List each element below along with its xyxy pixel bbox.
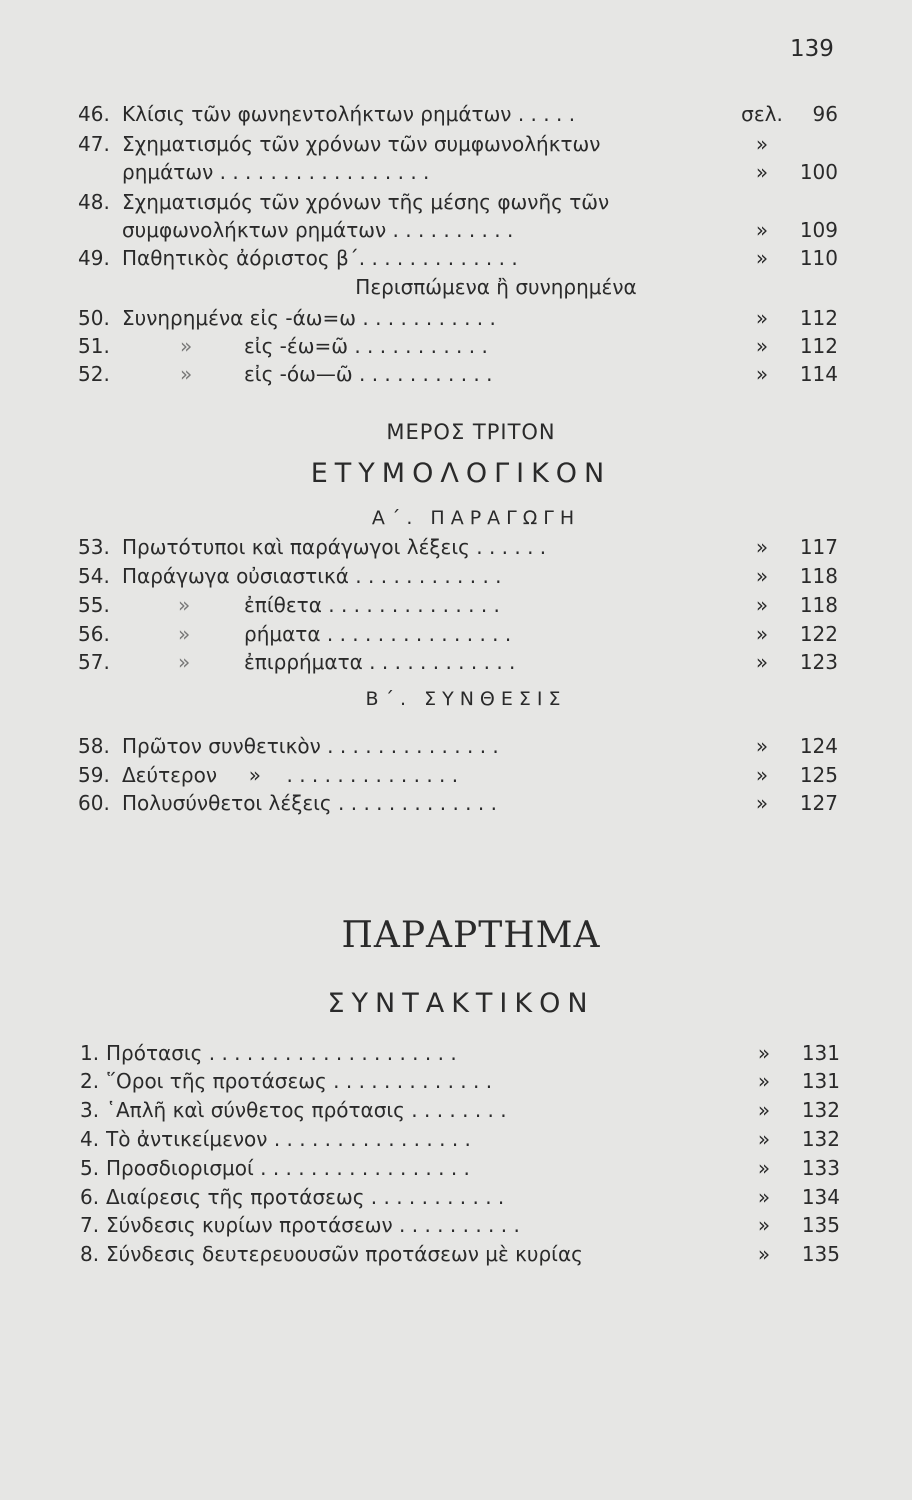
entry-number: 4. bbox=[80, 1127, 100, 1151]
toc-entry bbox=[78, 788, 838, 818]
ditto-mark: » bbox=[755, 763, 769, 787]
part-label: ΜΕΡΟΣ ΤΡΙΤΟΝ bbox=[386, 420, 556, 444]
entry-title: Δεύτερον » . . . . . . . . . . . . . . bbox=[122, 763, 459, 787]
ditto-mark: » bbox=[755, 306, 769, 330]
entry-title: ἐπιρρήματα . . . . . . . . . . . . bbox=[244, 650, 516, 674]
toc-entry bbox=[78, 619, 838, 649]
entry-title: Συνηρημένα εἰς -άω=ω . . . . . . . . . . . bbox=[122, 306, 496, 330]
entry-title: Σύνδεσις δευτερευουσῶν προτάσεων μὲ κυρίας bbox=[106, 1242, 583, 1266]
entry-page: 114 bbox=[799, 362, 838, 386]
entry-page: 125 bbox=[799, 763, 838, 787]
toc-entry bbox=[80, 1182, 840, 1212]
toc-entry bbox=[78, 215, 838, 245]
entry-page: 117 bbox=[799, 535, 838, 559]
entry-title: ῾Απλῆ καὶ σύνθετος πρότασις . . . . . . . . bbox=[106, 1098, 507, 1122]
ditto-mark: » bbox=[757, 1156, 771, 1180]
part-title: ΕΤΥΜΟΛΟΓΙΚΟΝ bbox=[310, 458, 612, 489]
entry-number: 57. bbox=[78, 650, 110, 674]
toc-entry bbox=[78, 303, 838, 333]
toc-entry bbox=[78, 157, 838, 187]
ditto-mark: » bbox=[180, 362, 193, 386]
ditto-mark: » bbox=[757, 1098, 771, 1122]
ditto-mark: » bbox=[755, 564, 769, 588]
entry-number: 48. bbox=[78, 190, 110, 214]
entry-title: Παράγωγα οὐσιαστικά . . . . . . . . . . . . bbox=[122, 564, 502, 588]
ditto-mark: » bbox=[178, 650, 191, 674]
ditto-mark: » bbox=[755, 535, 769, 559]
entry-page-prefix: σελ. bbox=[741, 102, 783, 126]
entry-title: Κλίσις τῶν φωνηεντολήκτων ρημάτων . . . . . bbox=[122, 102, 576, 126]
entry-page: 118 bbox=[799, 564, 838, 588]
toc-entry bbox=[78, 243, 838, 273]
entry-title: εἰς -όω—ῶ . . . . . . . . . . . bbox=[244, 362, 493, 386]
section-heading: Β΄. ΣΥΝΘΕΣΙΣ bbox=[365, 688, 567, 710]
section-heading: Α΄. ΠΑΡΑΓΩΓΗ bbox=[371, 507, 581, 529]
entry-title: Πρῶτον συνθετικὸν . . . . . . . . . . . . . . bbox=[122, 734, 499, 758]
ditto-mark: » bbox=[755, 734, 769, 758]
entry-number: 58. bbox=[78, 734, 110, 758]
ditto-mark: » bbox=[757, 1069, 771, 1093]
toc-entry bbox=[80, 1095, 840, 1125]
toc-entry bbox=[78, 359, 838, 389]
entry-title: Πρότασις . . . . . . . . . . . . . . . . . . . . bbox=[106, 1041, 457, 1065]
entry-title: Πολυσύνθετοι λέξεις . . . . . . . . . . . . . bbox=[122, 791, 497, 815]
toc-entry bbox=[80, 1153, 840, 1183]
entry-page: 96 bbox=[812, 102, 838, 126]
ditto-mark: » bbox=[755, 132, 769, 156]
entry-title: Παθητικὸς ἀόριστος β΄. . . . . . . . . . . . . bbox=[122, 246, 518, 270]
entry-title: ῞Οροι τῆς προτάσεως . . . . . . . . . . . . . bbox=[106, 1069, 493, 1093]
ditto-mark: » bbox=[755, 160, 769, 184]
entry-page: 110 bbox=[799, 246, 838, 270]
entry-number: 2. bbox=[80, 1069, 100, 1093]
toc-entry bbox=[78, 647, 838, 677]
entry-page: 100 bbox=[799, 160, 838, 184]
toc-entry bbox=[78, 99, 838, 129]
toc-entry bbox=[80, 1124, 840, 1154]
entry-page: 131 bbox=[801, 1041, 840, 1065]
entry-number: 53. bbox=[78, 535, 110, 559]
ditto-mark: » bbox=[755, 791, 769, 815]
toc-entry bbox=[78, 590, 838, 620]
ditto-mark: » bbox=[178, 593, 191, 617]
entry-page: 134 bbox=[801, 1185, 840, 1209]
ditto-mark: » bbox=[755, 246, 769, 270]
entry-page: 112 bbox=[799, 306, 838, 330]
ditto-mark: » bbox=[755, 362, 769, 386]
entry-number: 51. bbox=[78, 334, 110, 358]
entry-page: 122 bbox=[799, 622, 838, 646]
entry-page: 132 bbox=[801, 1127, 840, 1151]
appendix-title: ΠΑΡΑΡΤΗΜΑ bbox=[341, 915, 601, 956]
entry-number: 60. bbox=[78, 791, 110, 815]
toc-entry bbox=[80, 1210, 840, 1240]
entry-page: 112 bbox=[799, 334, 838, 358]
entry-title: Τὸ ἀντικείμενον . . . . . . . . . . . . . . . . bbox=[106, 1127, 471, 1151]
entry-title: Σχηματισμός τῶν χρόνων τῶν συμφωνολήκτων bbox=[122, 132, 601, 156]
entry-title: Σχηματισμός τῶν χρόνων τῆς μέσης φωνῆς τῶν bbox=[122, 190, 610, 214]
entry-number: 50. bbox=[78, 306, 110, 330]
entry-number: 54. bbox=[78, 564, 110, 588]
toc-entry bbox=[80, 1239, 840, 1269]
toc-entry bbox=[78, 532, 838, 562]
appendix-subtitle: ΣΥΝΤΑΚΤΙΚΟΝ bbox=[327, 988, 595, 1019]
entry-number: 52. bbox=[78, 362, 110, 386]
ditto-mark: » bbox=[757, 1213, 771, 1237]
subsection-heading: Περισπώμενα ἢ συνηρημένα bbox=[355, 275, 637, 299]
entry-number: 8. bbox=[80, 1242, 100, 1266]
entry-number: 56. bbox=[78, 622, 110, 646]
entry-number: 46. bbox=[78, 102, 110, 126]
ditto-mark: » bbox=[178, 622, 191, 646]
toc-entry bbox=[78, 187, 838, 217]
entry-page: 132 bbox=[801, 1098, 840, 1122]
entry-page: 109 bbox=[799, 218, 838, 242]
entry-title: ρημάτων . . . . . . . . . . . . . . . . . bbox=[122, 160, 430, 184]
ditto-mark: » bbox=[755, 622, 769, 646]
ditto-mark: » bbox=[755, 218, 769, 242]
entry-title: ἐπίθετα . . . . . . . . . . . . . . bbox=[244, 593, 500, 617]
entry-number: 3. bbox=[80, 1098, 100, 1122]
entry-title: Προσδιορισμοί . . . . . . . . . . . . . . . . . bbox=[106, 1156, 470, 1180]
entry-page: 135 bbox=[801, 1213, 840, 1237]
entry-page: 135 bbox=[801, 1242, 840, 1266]
toc-entry bbox=[80, 1066, 840, 1096]
page-number: 139 bbox=[790, 36, 834, 62]
entry-page: 127 bbox=[799, 791, 838, 815]
toc-entry bbox=[78, 561, 838, 591]
toc-entry bbox=[78, 731, 838, 761]
toc-entry bbox=[78, 760, 838, 790]
entry-title: Σύνδεσις κυρίων προτάσεων . . . . . . . . . . bbox=[106, 1213, 520, 1237]
entry-title: συμφωνολήκτων ρημάτων . . . . . . . . . . bbox=[122, 218, 514, 242]
entry-number: 6. bbox=[80, 1185, 100, 1209]
entry-number: 47. bbox=[78, 132, 110, 156]
ditto-mark: » bbox=[757, 1127, 771, 1151]
entry-page: 123 bbox=[799, 650, 838, 674]
ditto-mark: » bbox=[757, 1185, 771, 1209]
ditto-mark: » bbox=[757, 1041, 771, 1065]
toc-entry bbox=[80, 1038, 840, 1068]
entry-page: 118 bbox=[799, 593, 838, 617]
entry-title: Πρωτότυποι καὶ παράγωγοι λέξεις . . . . . . bbox=[122, 535, 547, 559]
entry-number: 55. bbox=[78, 593, 110, 617]
ditto-mark: » bbox=[755, 334, 769, 358]
toc-entry bbox=[78, 331, 838, 361]
ditto-mark: » bbox=[755, 593, 769, 617]
entry-title: ρήματα . . . . . . . . . . . . . . . bbox=[244, 622, 512, 646]
entry-number: 7. bbox=[80, 1213, 100, 1237]
entry-page: 133 bbox=[801, 1156, 840, 1180]
ditto-mark: » bbox=[757, 1242, 771, 1266]
entry-title: Διαίρεσις τῆς προτάσεως . . . . . . . . . . . bbox=[106, 1185, 505, 1209]
toc-entry bbox=[78, 129, 838, 159]
entry-page: 124 bbox=[799, 734, 838, 758]
ditto-mark: » bbox=[755, 650, 769, 674]
entry-number: 1. bbox=[80, 1041, 100, 1065]
entry-number: 5. bbox=[80, 1156, 100, 1180]
entry-number: 59. bbox=[78, 763, 110, 787]
entry-title: εἰς -έω=ῶ . . . . . . . . . . . bbox=[244, 334, 488, 358]
entry-page: 131 bbox=[801, 1069, 840, 1093]
entry-number: 49. bbox=[78, 246, 110, 270]
ditto-mark: » bbox=[180, 334, 193, 358]
